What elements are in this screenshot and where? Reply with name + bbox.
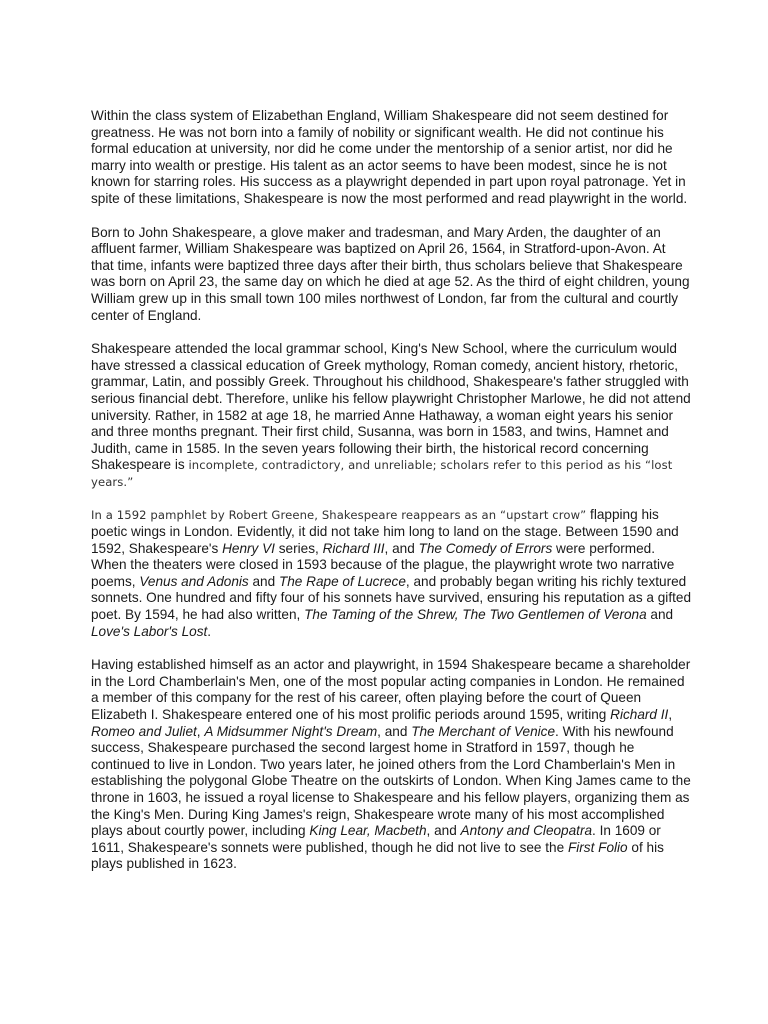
paragraph-text: . (207, 623, 212, 639)
work-title: The Rape of Lucrece (278, 573, 406, 589)
work-title: The Comedy of Errors (418, 540, 553, 556)
paragraph-5 (91, 657, 691, 873)
paragraph-text: , and probably began writing his richly textured sonnets. One hundred and fifty four of his sonnets have survived, ensuring his reputation as a gifted poet. By 1594, he had also written, (91, 573, 692, 623)
work-title: Venus and Adonis (139, 573, 249, 589)
paragraph-text: , (668, 707, 673, 722)
work-title: The Taming of the Shrew, The Two Gentlemen of Verona (304, 607, 647, 623)
work-title: Love's Labor's Lost (91, 623, 208, 639)
paragraph-text: and (646, 607, 674, 623)
paragraph-text: , (196, 723, 205, 739)
paragraph-4 (91, 507, 691, 640)
paragraph-text: In a 1592 pamphlet by Robert Greene, Shakespeare reappears as an “upstart crow” (91, 508, 587, 523)
paragraph-text: , and (426, 823, 461, 839)
work-title: The Merchant of Venice (411, 723, 556, 739)
paragraph-text: of his plays published in 1623. (91, 839, 664, 872)
work-title: Richard III (322, 540, 385, 556)
paragraph-text: Within the class system of Elizabethan England, William Shakespeare did not seem destined for greatness. He was not born into a family of nobility or significant wealth. He did not continue his formal education at university, nor did he come under the mentorship of a senior artist, nor did he marry into wealth or prestige. His talent as an actor seems to have been modest, since he is not known for starring roles. His success as a playwright depended in part upon royal patronage. Yet in spite of these limitations, Shakespeare is now the most performed and read playwright in the world. (91, 108, 688, 206)
paragraph-text: incomplete, contradictory, and unreliable; scholars refer to this period as his “lost years.” (91, 458, 673, 489)
work-title: Romeo and Juliet (91, 723, 197, 739)
paragraph-1 (91, 108, 691, 208)
paragraph-3 (91, 341, 691, 490)
paragraph-text: series, (274, 540, 323, 556)
work-title: Richard II (610, 707, 669, 722)
work-title: Henry VI (222, 540, 275, 556)
paragraph-text: , and (384, 540, 419, 556)
paragraph-text: and (248, 573, 279, 589)
paragraph-2 (91, 225, 691, 325)
paragraph-text: were performed. When the theaters were closed in 1593 because of the plague, the playwright wrote two narrative poems, (91, 540, 675, 589)
work-title: First Folio (567, 839, 628, 855)
paragraph-text: , and (377, 723, 412, 739)
work-title: A Midsummer Night's Dream (204, 723, 378, 739)
paragraph-text: Born to John Shakespeare, a glove maker and tradesman, and Mary Arden, the daughter of an affluent farmer, William Shakespeare was baptized on April 26, 1564, in Stratford-upon-Avon. At that time, infants were baptized three days after their birth, thus scholars believe that Shakespeare was born on April 23, the same day on which he died at age 52. As the third of eight children, young William grew up in this small town 100 miles northwest of London, far from the cultural and courtly center of England. (91, 224, 690, 323)
document-body (91, 108, 691, 890)
paragraph-text: Having established himself as an actor and playwright, in 1594 Shakespeare became a shareholder in the Lord Chamberlain's Men, one of the most popular acting companies in London. He remained a member of this company for the rest of his career, often playing before the court of Queen Elizabeth I. Shakespeare entered one of his most prolific periods around 1595, writing (91, 657, 691, 722)
paragraph-text: Shakespeare attended the local grammar school, King's New School, where the curriculum would have stressed a classical education of Greek mythology, Roman comedy, ancient history, rhetoric, grammar, Latin, and possibly Greek. Throughout his childhood, Shakespeare's father struggled with serious financial debt. Therefore, unlike his fellow playwright Christopher Marlowe, he did not attend university. Rather, in 1582 at age 18, he married Anne Hathaway, a woman eight years his senior and three months pregnant. Their first child, Susanna, was born in 1583, and twins, Hamnet and Judith, came in 1585. In the seven years following their birth, the historical record concerning Shakespeare is (91, 341, 691, 473)
paragraph-text: . With his newfound success, Shakespeare purchased the second largest home in Stratford in 1597, though he continued to live in London. Two years later, he joined others from the Lord Chamberlain's Men in establishing the polygonal Globe Theatre on the outskirts of London. When King James came to the throne in 1603, he issued a royal license to Shakespeare and his fellow players, organizing them as the King's Men. During King James's reign, Shakespeare wrote many of his most accomplished plays about courtly power, including (91, 723, 691, 839)
work-title: King Lear, Macbeth (309, 823, 427, 839)
paragraph-text: . In 1609 or 1611, Shakespeare's sonnets were published, though he did not live to see the (91, 823, 661, 855)
work-title: Antony and Cleopatra (460, 823, 593, 839)
paragraph-text: flapping his poetic wings in London. Evidently, it did not take him long to land on the stage. Between 1590 and 1592, Shakespeare's (91, 507, 679, 556)
